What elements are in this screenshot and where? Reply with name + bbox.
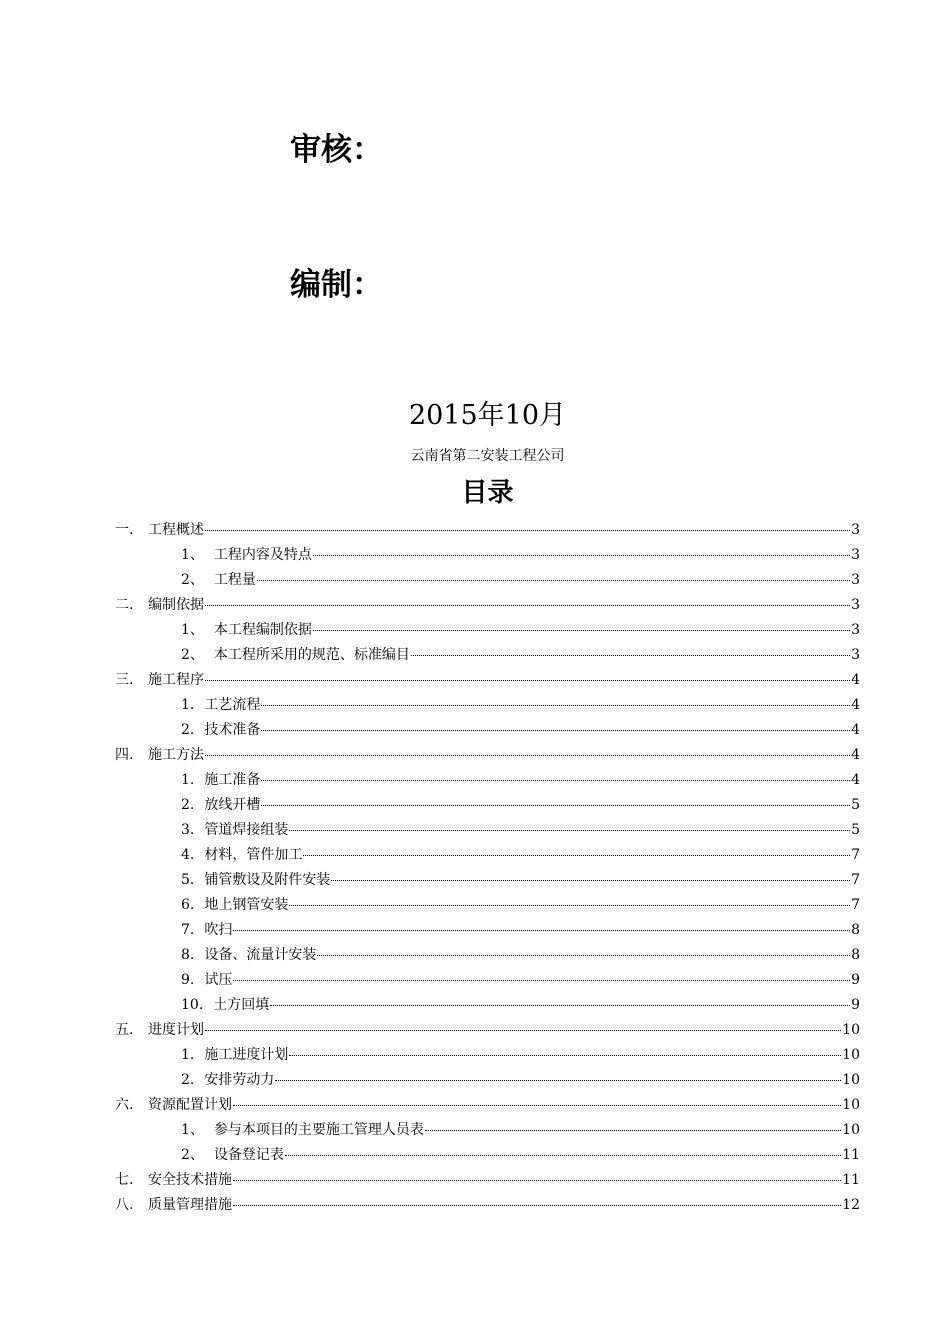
toc-entry-title: 安全技术措施	[148, 1172, 232, 1188]
toc-dot-leader	[205, 679, 850, 681]
toc-page-number: 4	[851, 697, 860, 713]
toc-entry-number: 1.	[181, 697, 195, 713]
toc-subsection-link[interactable]	[115, 793, 860, 818]
toc-entry-number: 2、	[181, 647, 204, 663]
toc-entry-number: 8.	[181, 947, 195, 963]
toc-entry-title: 设备登记表	[213, 1147, 284, 1163]
toc-entry-number: 二.	[115, 597, 134, 613]
toc-page-number: 3	[851, 597, 860, 613]
toc-entry-title: 土方回填	[213, 997, 270, 1013]
toc-entry-title: 放线开槽	[204, 797, 261, 813]
toc-subsection-link[interactable]	[115, 643, 860, 668]
toc-entry-title: 参与本项目的主要施工管理人员表	[213, 1122, 424, 1138]
toc-section-link[interactable]	[115, 1018, 860, 1043]
toc-dot-leader	[303, 854, 850, 856]
toc-entry-title: 施工进度计划	[204, 1047, 289, 1063]
toc-entry-number: 1、	[181, 547, 204, 563]
toc-dot-leader	[425, 1129, 841, 1131]
toc-entry-title: 进度计划	[148, 1022, 204, 1038]
toc-dot-leader	[205, 604, 850, 606]
toc-entry-number: 3.	[181, 822, 195, 838]
toc-entry-number: 八.	[115, 1197, 134, 1213]
toc-entry-number: 7.	[181, 922, 195, 938]
toc-page-number: 4	[851, 722, 860, 738]
toc-dot-leader	[205, 1029, 841, 1031]
toc-section-link[interactable]	[115, 1193, 860, 1218]
toc-entry-title: 工程内容及特点	[213, 547, 312, 563]
toc-page-number: 4	[851, 772, 860, 788]
toc-entry-title: 编制依据	[148, 597, 204, 613]
toc-page-number: 5	[851, 822, 860, 838]
toc-entry-title: 吹扫	[204, 922, 233, 938]
toc-subsection-link[interactable]	[115, 918, 860, 943]
toc-entry-title: 本工程编制依据	[213, 622, 312, 638]
toc-page-number: 10	[842, 1122, 860, 1138]
toc-dot-leader	[275, 1079, 841, 1081]
toc-dot-leader	[261, 804, 850, 806]
toc-section-link[interactable]	[115, 518, 860, 543]
toc-title: 目录	[461, 478, 514, 508]
toc-dot-leader	[289, 829, 850, 831]
toc-subsection-link[interactable]	[115, 1068, 860, 1093]
toc-page-number: 8	[851, 922, 860, 938]
toc-entry-number: 1.	[181, 1047, 195, 1063]
toc-entry-title: 地上钢管安装	[204, 897, 289, 913]
toc-entry-title: 施工程序	[148, 672, 204, 688]
toc-dot-leader	[289, 1054, 841, 1056]
toc-subsection-link[interactable]	[115, 843, 860, 868]
toc-subsection-link[interactable]	[115, 768, 860, 793]
toc-entry-number: 2.	[181, 722, 195, 738]
toc-dot-leader	[233, 929, 850, 931]
toc-page-number: 11	[842, 1172, 860, 1188]
toc-section-link[interactable]	[115, 593, 860, 618]
toc-subsection-link[interactable]	[115, 718, 860, 743]
toc-page-number: 12	[842, 1197, 860, 1213]
toc-dot-leader	[233, 1179, 841, 1181]
table-of-contents	[115, 518, 860, 1218]
toc-dot-leader	[257, 579, 850, 581]
document-date: 2015年10月	[408, 400, 567, 431]
toc-page-number: 8	[851, 947, 860, 963]
toc-entry-title: 铺管敷设及附件安装	[204, 872, 331, 888]
toc-subsection-link[interactable]	[115, 868, 860, 893]
toc-entry-title: 安排劳动力	[204, 1072, 275, 1088]
toc-section-link[interactable]	[115, 1168, 860, 1193]
toc-subsection-link[interactable]	[115, 893, 860, 918]
toc-dot-leader	[205, 754, 850, 756]
toc-page-number: 7	[851, 872, 860, 888]
toc-page-number: 4	[851, 747, 860, 763]
toc-entry-title: 质量管理措施	[148, 1197, 232, 1213]
toc-entry-number: 六.	[115, 1097, 134, 1113]
toc-entry-number: 1、	[181, 622, 204, 638]
toc-page-number: 3	[851, 572, 860, 588]
toc-subsection-link[interactable]	[115, 543, 860, 568]
toc-dot-leader	[233, 979, 850, 981]
toc-page-number: 11	[842, 1147, 860, 1163]
company-name: 云南省第二安装工程公司	[410, 448, 565, 464]
toc-entry-number: 4.	[181, 847, 195, 863]
toc-entry-number: 五.	[115, 1022, 134, 1038]
toc-dot-leader	[205, 529, 850, 531]
toc-entry-title: 本工程所采用的规范、标准编目	[213, 647, 410, 663]
toc-entry-number: 2.	[181, 1072, 195, 1088]
toc-subsection-link[interactable]	[115, 943, 860, 968]
toc-subsection-link[interactable]	[115, 618, 860, 643]
toc-entry-title: 资源配置计划	[148, 1097, 232, 1113]
toc-entry-title: 施工方法	[148, 747, 204, 763]
toc-entry-title: 材料，管件加工	[204, 847, 303, 863]
toc-entry-title: 管道焊接组装	[204, 822, 289, 838]
toc-subsection-link[interactable]	[115, 818, 860, 843]
toc-page-number: 10	[842, 1047, 860, 1063]
toc-subsection-link[interactable]	[115, 968, 860, 993]
toc-entry-number: 6.	[181, 897, 195, 913]
toc-entry-title: 试压	[204, 972, 233, 988]
toc-dot-leader	[285, 1154, 841, 1156]
toc-entry-number: 10.	[181, 997, 204, 1013]
reviewer-signoff-label: 审核：	[290, 132, 383, 168]
toc-entry-title: 工程量	[213, 572, 256, 588]
toc-entry-number: 5.	[181, 872, 195, 888]
toc-page-number: 5	[851, 797, 860, 813]
toc-entry-title: 工艺流程	[204, 697, 261, 713]
toc-subsection-link[interactable]	[115, 993, 860, 1018]
toc-dot-leader	[317, 954, 850, 956]
toc-dot-leader	[261, 729, 850, 731]
toc-entry-number: 2、	[181, 572, 204, 588]
toc-dot-leader	[411, 654, 850, 656]
toc-entry-number: 七.	[115, 1172, 134, 1188]
toc-page-number: 9	[851, 997, 860, 1013]
toc-dot-leader	[261, 779, 850, 781]
toc-entry-number: 三.	[115, 672, 134, 688]
toc-dot-leader	[233, 1104, 841, 1106]
toc-page-number: 3	[851, 522, 860, 538]
toc-dot-leader	[313, 629, 850, 631]
toc-entry-title: 施工准备	[204, 772, 261, 788]
toc-dot-leader	[331, 879, 850, 881]
toc-dot-leader	[270, 1004, 850, 1006]
toc-dot-leader	[313, 554, 850, 556]
toc-page-number: 4	[851, 672, 860, 688]
toc-dot-leader	[261, 704, 850, 706]
toc-entry-title: 技术准备	[204, 722, 261, 738]
toc-page-number: 3	[851, 622, 860, 638]
toc-dot-leader	[233, 1204, 841, 1206]
toc-section-link[interactable]	[115, 743, 860, 768]
toc-section-link[interactable]	[115, 1093, 860, 1118]
toc-entry-title: 设备、流量计安装	[204, 947, 317, 963]
toc-entry-number: 一.	[115, 522, 134, 538]
toc-entry-number: 四.	[115, 747, 134, 763]
toc-entry-number: 2.	[181, 797, 195, 813]
toc-section-link[interactable]	[115, 668, 860, 693]
toc-page-number: 7	[851, 847, 860, 863]
toc-dot-leader	[289, 904, 850, 906]
toc-subsection-link[interactable]	[115, 1118, 860, 1143]
toc-entry-number: 9.	[181, 972, 195, 988]
toc-entry-title: 工程概述	[148, 522, 204, 538]
toc-page-number: 10	[842, 1022, 860, 1038]
toc-subsection-link[interactable]	[115, 1143, 860, 1168]
toc-page-number: 7	[851, 897, 860, 913]
toc-subsection-link[interactable]	[115, 1043, 860, 1068]
toc-page-number: 10	[842, 1072, 860, 1088]
toc-page-number: 10	[842, 1097, 860, 1113]
toc-page-number: 3	[851, 547, 860, 563]
compiler-signoff-label: 编制：	[290, 267, 383, 303]
toc-page-number: 3	[851, 647, 860, 663]
toc-entry-number: 1.	[181, 772, 195, 788]
toc-subsection-link[interactable]	[115, 568, 860, 593]
toc-page-number: 9	[851, 972, 860, 988]
toc-subsection-link[interactable]	[115, 693, 860, 718]
toc-entry-number: 1、	[181, 1122, 204, 1138]
toc-entry-number: 2、	[181, 1147, 204, 1163]
